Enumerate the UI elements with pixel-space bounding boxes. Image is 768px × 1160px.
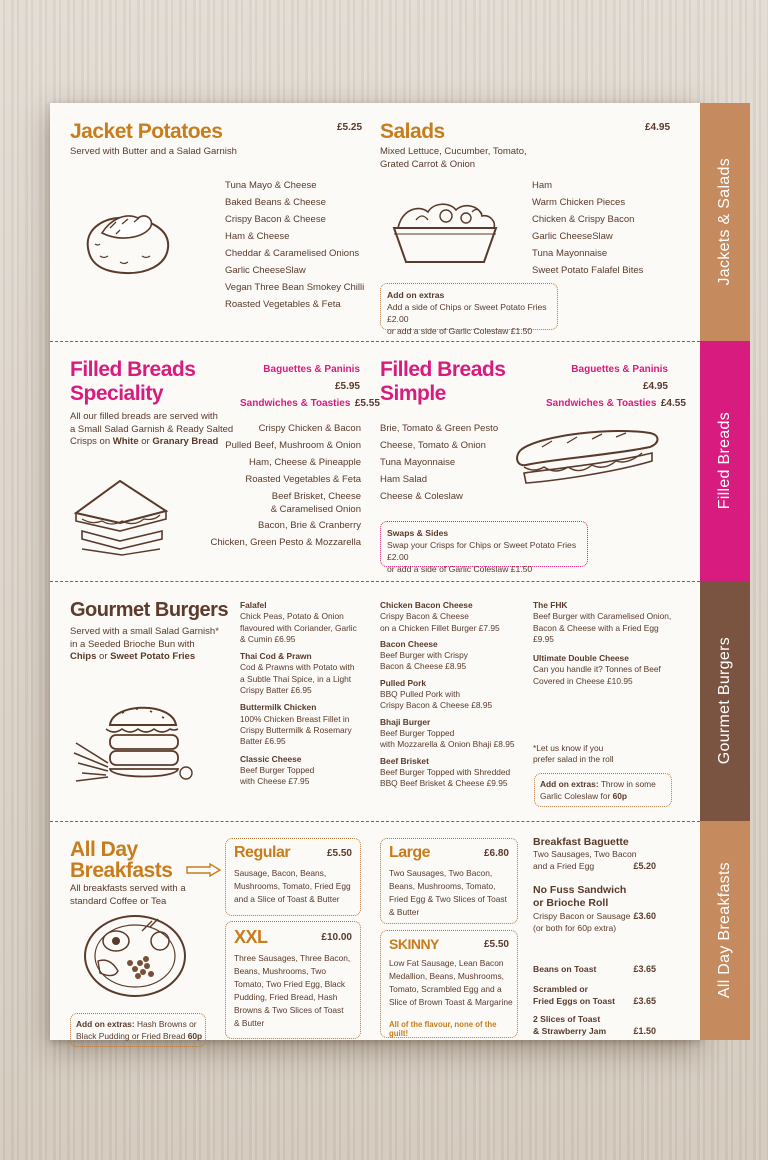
item-title: Scrambled or [533,984,588,994]
burger-name: Bacon Cheese [380,638,438,649]
desc-text: or [138,436,153,447]
toast-and-jam [533,1013,658,1037]
large-price: £6.80 [483,848,509,859]
speciality-title [70,359,195,405]
desc-bold: Chips [70,651,97,662]
jacket-subtitle: Served with Butter and a Salad Garnish [70,146,237,157]
burger-line: Crispy Bacon & Cheese [380,611,469,622]
item-title: No Fuss Sandwich [533,884,627,896]
burger-line: £9.95 [533,633,554,644]
list-item: Ham [532,180,553,191]
simple-list [380,420,498,505]
extras-line: or add a side of Garlic Coleslaw £1.50 [387,326,533,336]
large-description [389,867,507,919]
speciality-title-line: Filled Breads [70,358,196,381]
jacket-price: £5.25 [337,122,363,133]
item-price: £3.65 [633,996,656,1006]
burger-name: The FHK [533,600,568,610]
list-item: Vegan Three Bean Smokey Chilli [225,282,365,293]
eggs-on-toast [533,983,658,1007]
burger-name: Chicken Bacon Cheese [380,600,473,610]
extras-price: 60p [187,1031,203,1041]
burger-line: Bacon & Cheese £8.95 [380,661,467,672]
salads-subtitle-line: Mixed Lettuce, Cucumber, Tomato, [380,146,527,157]
burger-line: Beef Burger Topped with Shredded [380,766,511,777]
list-item: Chicken, Green Pesto & Mozzarella [210,537,361,548]
burger-line: Cod & Prawns with Potato with [240,662,355,673]
breakfast-extras-box [70,1013,206,1047]
burgers-col3 [533,600,693,687]
skinny-name: SKINNY [389,936,439,952]
burger-line: Beef Burger with Crispy [380,650,468,661]
desc-line: in a Seeded Brioche Bun with [70,638,195,650]
item-price: £1.50 [633,1026,656,1036]
list-item: Cheese, Tomato & Onion [380,440,486,451]
price-value: £5.95 [334,381,360,392]
speciality-list [200,420,361,551]
price-label: Sandwiches & Toasties [546,398,657,409]
desc-text: Crisps on [70,436,113,447]
extras-title: Add on extras: [540,779,599,789]
burger-item [240,651,370,696]
xxl-description [234,952,350,1030]
burger-line: Covered in Cheese £10.95 [533,675,633,686]
item-title: Fried Eggs on Toast [533,996,615,1006]
burger-line: Crispy Batter £6.95 [240,685,312,696]
tab-filled-breads [700,341,750,581]
list-item: Cheese & Coleslaw [380,491,463,502]
swaps-sides-box [380,521,588,574]
regular-description [234,867,351,906]
tab-label: Gourmet Burgers [716,637,733,765]
skinny-price: £5.50 [483,939,509,950]
extras-title: Add on extras: [76,1019,135,1029]
burger-name: Pulled Pork [380,677,427,688]
desc-line: All breakfasts served with a [70,883,186,894]
xxl-breakfast-box [225,921,361,1039]
skinny-description [389,957,513,1009]
burger-line: Bacon & Cheese with a Fried Egg [533,622,659,633]
burger-line: Can you handle it? Tonnes of Beef [533,664,661,675]
salads-list [532,177,643,279]
burger-item [240,702,370,747]
price-value: £4.55 [660,398,686,409]
price-label: Baguettes & Paninis [263,364,360,375]
salad-bowl-illustration [388,198,503,268]
item-price: £5.20 [633,861,656,871]
desc-line: a Small Salad Garnish & Ready Salted [70,423,234,435]
price-label: Baguettes & Paninis [571,364,668,375]
desc-text: or [96,651,111,662]
burger-line: 100% Chicken Breast Fillet in [240,713,350,724]
item-title: Breakfast Baguette [533,836,629,848]
list-item: Beef Brisket, Cheese [271,491,361,502]
swaps-line: or add a side of Garlic Coleslaw £1.50 [387,564,533,574]
item-line: Crispy Bacon or Sausage [533,911,631,921]
burger-item [380,717,530,751]
list-item: Chicken & Crispy Bacon [532,214,635,225]
item-title: 2 Slices of Toast [533,1014,601,1024]
breakfast-description [70,883,186,908]
large-name: Large [389,844,431,861]
beans-on-toast [533,964,658,974]
sandwich-illustration [68,473,173,561]
desc-line: Served with a small Salad Garnish* [70,626,219,637]
burger-name: Ultimate Double Cheese [533,653,629,664]
jacket-potato-illustration [80,198,175,278]
burger-item [380,600,530,634]
price-value: £4.95 [642,381,668,392]
tab-jackets-salads [700,103,750,341]
desc-line: Slice of Brown Toast & Margarine [389,997,513,1007]
list-item: Ham, Cheese & Pineapple [249,457,361,468]
list-item: Pulled Beef, Mushroom & Onion [225,440,361,451]
tab-label: Filled Breads [716,412,733,510]
list-item: Tuna Mayonnaise [532,248,608,259]
item-title: & Strawberry Jam [533,1026,607,1036]
burger-item [533,653,693,687]
xxl-price: £10.00 [321,932,352,943]
salads-subtitle-line: Grated Carrot & Onion [380,158,476,170]
menu-sheet [50,103,733,1041]
list-item: Ham & Cheese [225,231,290,242]
burger-line: Beef Burger Topped [240,764,315,775]
burgers-col2 [380,600,530,789]
desc-line: Mushrooms, Tomato, Fried Egg [234,881,351,891]
skinny-breakfast-box [380,930,518,1038]
regular-price: £5.50 [326,848,352,859]
desc-line: and a Slice of Toast & Butter [234,894,340,904]
burger-line: Chick Peas, Potato & Onion [240,611,344,622]
item-line: (or both for 60p extra) [533,923,617,933]
burger-line: a Subtle Thai Spice, in a Light [240,673,352,684]
item-title: Beans on Toast [533,964,597,974]
breakfast-plate-illustration [80,911,190,1001]
burgers-col1 [240,600,370,787]
desc-line: Medallion, Beans, Mushrooms, [389,971,504,981]
burger-item [380,756,530,790]
burger-name: Classic Cheese [240,753,302,764]
desc-line: Beans, Mushrooms, Two [234,966,327,976]
jacket-list [225,177,364,313]
tab-label: Jackets & Salads [716,158,733,286]
burger-line: Batter £6.95 [240,736,286,747]
list-item: Bacon, Brie & Cranberry [258,520,361,531]
item-price: £3.65 [633,964,656,974]
burger-line: with Cheese £7.95 [240,776,310,787]
burger-line: Crispy Buttermilk & Rosemary [240,724,352,735]
list-item: Garlic CheeseSlaw [532,231,613,242]
burger-item [533,600,693,645]
list-item: Baked Beans & Cheese [225,197,326,208]
desc-line: Sausage, Bacon, Beans, [234,868,327,878]
burger-name: Falafel [240,600,267,610]
regular-breakfast-box [225,838,361,916]
salads-subtitle [380,146,527,171]
burger-line: Crispy Bacon & Cheese £8.95 [380,700,493,711]
salads-price: £4.95 [645,122,671,133]
price-label: Sandwiches & Toasties [240,398,351,409]
salads-title: Salads [380,120,445,143]
desc-line: Beans, Mushrooms, Tomato, [389,881,496,891]
burger-name: Buttermilk Chicken [240,702,317,713]
arrow-right-icon [186,863,222,877]
extras-line: Add a side of Chips or Sweet Potato Fries £2.00 [387,302,547,324]
desc-line: Fried Egg & Two Slices of Toast [389,894,507,904]
burger-item [240,600,370,645]
desc-line: Tomato, Two Fried Egg, Black [234,979,346,989]
xxl-name: XXL [234,927,268,947]
burger-item [240,754,370,788]
simple-title [380,359,505,405]
burger-item [380,678,530,712]
desc-line: & Butter [389,907,420,917]
breakfast-title-line: Breakfasts [70,859,173,882]
simple-title-line: Simple [380,382,446,405]
tab-gourmet-burgers [700,581,750,821]
section-divider [50,341,700,342]
list-item: Warm Chicken Pieces [532,197,626,208]
item-line: Two Sausages, Two Bacon [533,849,637,859]
large-breakfast-box [380,838,518,924]
burger-line: Beef Burger with Caramelised Onion, [533,611,672,622]
desc-line: Pudding, Fried Bread, Hash [234,992,338,1002]
burger-line: flavoured with Coriander, Garlic [240,622,357,633]
salads-extras-box [380,283,558,336]
desc-line: All our filled breads are served with [70,411,218,422]
desc-line: Two Sausages, Two Bacon, [389,868,493,878]
simple-prices [546,360,686,411]
extras-line: Garlic Coleslaw for [540,791,613,801]
price-value: £5.55 [354,398,380,409]
list-item: Garlic CheeseSlaw [225,265,306,276]
item-title: or Brioche Roll [533,897,609,909]
burgers-extras-box [534,773,672,807]
desc-line: Three Sausages, Three Bacon, [234,953,351,963]
tab-label: All Day Breakfasts [716,862,733,999]
desc-line: Browns & Two Slices of Toast [234,1005,344,1015]
note-line: *Let us know if you [533,743,604,753]
extras-line: Throw in some [598,779,656,789]
simple-title-line: Filled Breads [380,358,506,381]
burger-illustration [72,693,197,788]
burger-name: Bhaji Burger [380,716,431,727]
list-item: Tuna Mayo & Cheese [225,180,317,191]
burgers-title: Gourmet Burgers [70,599,229,621]
burger-line: Beef Burger Topped [380,727,455,738]
swaps-title: Swaps & Sides [387,528,449,538]
burger-name: Beef Brisket [380,755,429,766]
burger-line: BBQ Beef Brisket & Cheese £9.95 [380,778,508,789]
list-item: & Caramelised Onion [270,504,361,515]
regular-name: Regular [234,844,291,861]
list-item: Crispy Chicken & Bacon [258,423,361,434]
extras-line: Black Pudding or Fried Bread [76,1031,188,1041]
burger-line: with Mozzarella & Onion Bhaji £8.95 [380,739,515,750]
speciality-prices [240,360,380,411]
burger-line: & Cumin £6.95 [240,633,296,644]
burger-item [380,639,530,673]
desc-line: Tomato, Scrambled Egg and a [389,984,502,994]
list-item: Brie, Tomato & Green Pesto [380,423,499,434]
burger-name: Thai Cod & Prawn [240,651,312,662]
desc-bold: White [112,436,139,447]
item-price: £3.60 [633,911,656,921]
list-item: Tuna Mayonnaise [380,457,456,468]
tab-all-day-breakfasts [700,821,750,1040]
breakfast-baguette [533,836,658,872]
list-item: Roasted Vegetables & Feta [225,299,341,310]
burger-line: on a Chicken Fillet Burger £7.95 [380,622,500,633]
breakfast-title-line: All Day [70,838,138,861]
extras-title: Add on extras [387,290,445,300]
burger-line: BBQ Pulled Pork with [380,689,461,700]
extras-line: Hash Browns or [134,1019,197,1029]
skinny-tagline: All of the flavour, none of the guilt! [389,1020,497,1038]
item-line: and a Fried Egg [533,861,595,871]
list-item: Cheddar & Caramelised Onions [225,248,360,259]
extras-price: 60p [612,791,628,801]
list-item: Ham Salad [380,474,427,485]
desc-line: & Butter [234,1018,265,1028]
burgers-note [533,743,614,766]
desc-bold: Granary Bread [152,436,219,447]
note-line: prefer salad in the roll [533,754,614,765]
list-item: Crispy Bacon & Cheese [225,214,326,225]
section-divider [50,821,700,822]
desc-bold: Sweet Potato Fries [110,651,196,662]
list-item: Sweet Potato Falafel Bites [532,265,644,276]
breakfast-title [70,839,172,881]
list-item: Roasted Vegetables & Feta [245,474,361,485]
no-fuss-sandwich [533,884,658,934]
swaps-line: Swap your Crisps for Chips or Sweet Potato Fries £2.00 [387,540,577,562]
desc-line: Low Fat Sausage, Lean Bacon [389,958,504,968]
jacket-title: Jacket Potatoes [70,120,223,143]
section-divider [50,581,700,582]
speciality-title-line: Speciality [70,382,164,405]
baguette-illustration [512,421,662,501]
desc-line: standard Coffee or Tea [70,895,167,907]
burgers-description [70,626,219,664]
